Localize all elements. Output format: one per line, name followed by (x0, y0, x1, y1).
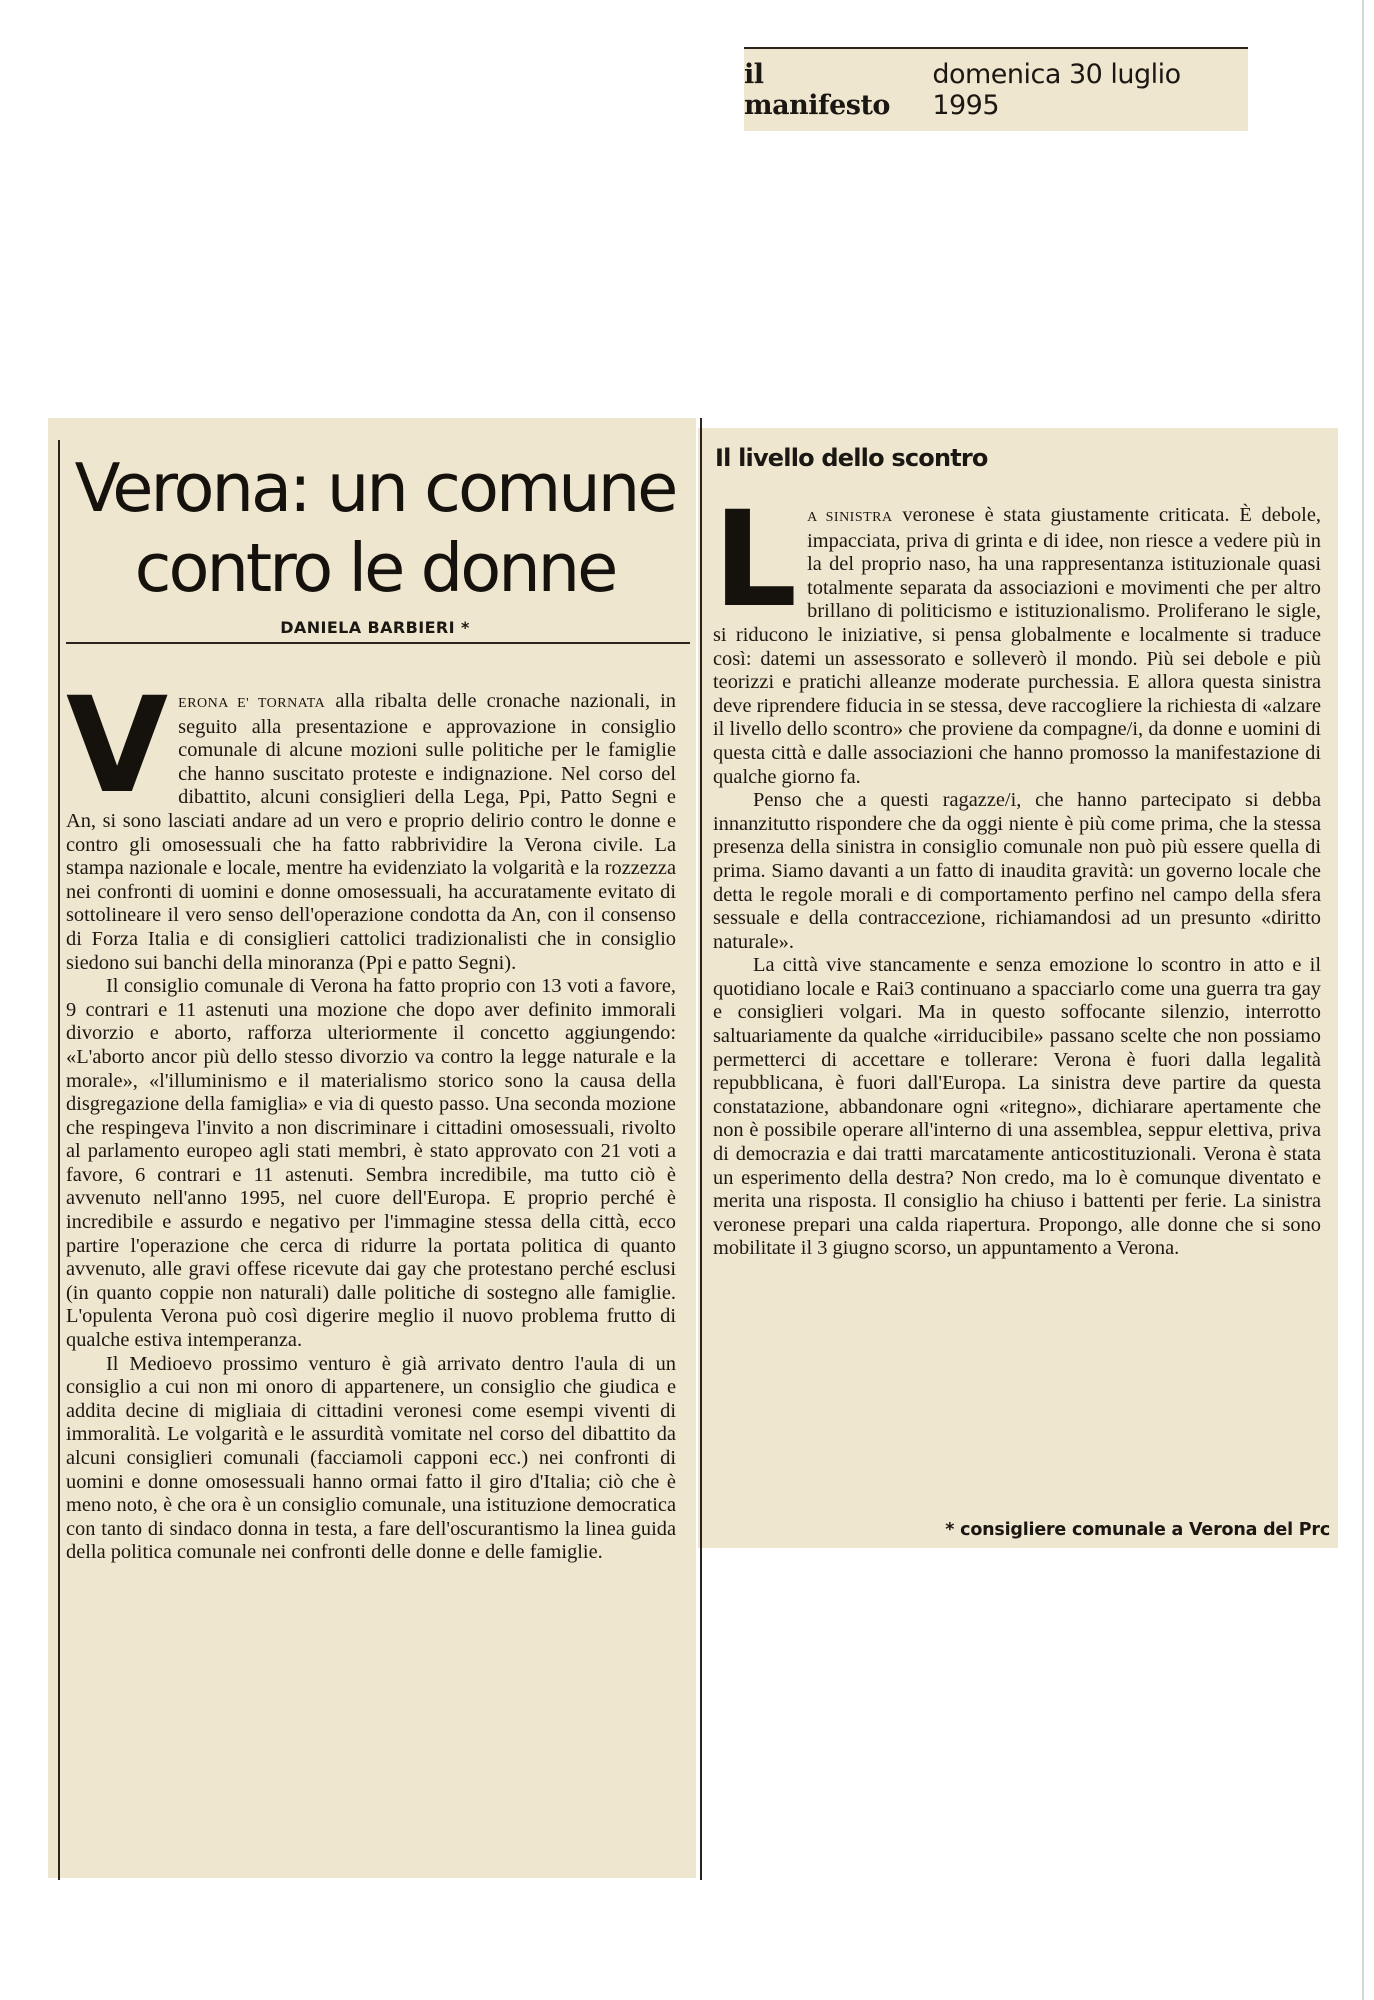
article-headline: Verona: un comune contro le donne (74, 449, 676, 607)
publication-date: domenica 30 luglio 1995 (932, 59, 1181, 121)
byline-rule (66, 642, 690, 644)
article-opening-smallcaps: ERONA E' TORNATA (178, 696, 326, 711)
scan-edge-line (1362, 0, 1364, 2000)
sidebar-paragraph: Penso che a questi ragazze/i, che hanno partecipato si debba innanzitutto rispondere che da oggi niente è più come prima, che la stessa presenza della sinistra in consiglio comunale non può più essere quella di prima. Siamo davanti a un fatto di inaudita gravità: un governo locale che detta le regole morali e di comportamento perfino nel campo della sfera sessuale e della contraccezione, richiamandosi ad un presunto «diritto naturale». (713, 789, 1321, 953)
masthead-clipping (744, 47, 1248, 131)
sidebar-dropcap: L (713, 483, 798, 637)
article-paragraph-text: alla ribalta delle cronache nazionali, in seguito alla presentazione e approvazione in consiglio comunale di alcune mozioni sulle politiche per le famiglie che hanno suscitato proteste e indignazione. Nel corso del dibattito, alcuni consiglieri della Lega, Ppi, Patto Segni e An, si sono lasciati andare ad un vero e proprio delirio contro le donne e contro gli omosessuali che ha fatto rabbrividire la Verona civile. La stampa nazionale e locale, mentre ha evidenziato la volgarità e la rozzezza nei confronti di uomini e donne omosessuali, ha accuratamente evitato di sottolineare il vero senso dell'operazione condotta da An, con il consenso di Forza Italia e di consiglieri cattolici tradizionalisti che in consiglio siedono sui banchi della minoranza (Ppi e patto Segni). (66, 690, 676, 974)
article-dropcap: V (66, 669, 169, 823)
left-column-rule (58, 440, 60, 1880)
sidebar-opening-smallcaps: A SINISTRA (807, 510, 893, 525)
article-body (66, 669, 676, 1565)
column-divider (700, 418, 702, 1880)
sidebar-paragraph-text: veronese è stata giustamente criticata. È debole, impacciata, priva di grinta e di idee, non riesce a vedere più in la del proprio naso, ha una rappresentanza istituzionale quasi totalmente separata da associazioni e movimenti che per altro brillano di politicismo e istituzionalismo. Proliferano le sigle, si riducono le iniziative, si pensa globalmente e localmente si traduce così: datemi un assessorato e solleverò il mondo. Più sei debole e più teorizzi e pratichi alleanze moderate purchessia. E allora questa sinistra deve riprendere fiducia in se stessa, deve raccogliere la richiesta di «alzare il livello dello scontro» che proviene da compagne/i, da donne e uomini di questa città e dalle associazioni che hanno promosso la manifestazione di qualche giorno fa. (713, 504, 1322, 788)
article-byline: DANIELA BARBIERI * (280, 618, 470, 637)
article-paragraph: Il consiglio comunale di Verona ha fatto proprio con 13 voti a favore, 9 contrari e 11 astenuti una mozione che dopo aver definito immorali divorzio e aborto, rafforza ulteriormente il concetto aggiungendo: «L'aborto ancor più dello stesso divorzio va contro la legge naturale e la morale», «l'illuminismo e il materialismo storico sono la causa della disgregazione della famiglia» e via di questo passo. Una seconda mozione che respingeva l'invito a non discriminare i cittadini omosessuali, rivolto al parlamento europeo agli stati membri, è stato approvato con 21 voti a favore, 6 contrari e 11 astenuti. Sembra incredibile, ma tutto ciò è avvenuto nell'anno 1995, nel cuore dell'Europa. E proprio perché è incredibile e assurdo e negativo per l'immagine stessa della città, ecco partire l'operazione che cerca di ridurre la portata politica di quanto avvenuto, alle gravi offese ricevute dai gay che protestano perché esclusi (in quanto coppie non naturali) dalle politiche di sostegno alle famiglie. L'opulenta Verona può così digerire meglio il nuovo problema frutto di qualche estiva intemperanza. (66, 975, 676, 1352)
article-paragraph (66, 669, 676, 975)
article-paragraph: Il Medioevo prossimo venturo è già arrivato dentro l'aula di un consiglio a cui non mi onoro di appartenere, un consiglio che giudica e addita decine di migliaia di cittadini veronesi come esempi viventi di immoralità. Le volgarità e le assurdità vomitate nel corso del dibattito da alcuni consiglieri comunali (facciamoli capponi ecc.) nei confronti di uomini e donne omosessuali hanno ormai fatto il giro d'Italia; ciò che è meno noto, è che ora è un consiglio comunale, una istituzione democratica con tanto di sindaco donna in testa, a fare dell'oscurantismo la linea guida della politica comunale nei confronti delle donne e delle famiglie. (66, 1352, 676, 1564)
publication-name: il manifesto (744, 59, 890, 121)
sidebar-title: Il livello dello scontro (715, 444, 988, 472)
sidebar-paragraph (713, 483, 1322, 789)
sidebar-paragraph: La città vive stancamente e senza emozione lo scontro in atto e il quotidiano locale e Rai3 continuano a spacciarlo come una guerra tra gay e consiglieri volgari. Ma in questo soffocante silenzio, interrotto saltuariamente da qualche «irriducibile» passano scelte che non possiamo permetterci di accettare e tollerare: Verona è fuori dalla legalità repubblicana, è fuori dall'Europa. La sinistra deve partire da questa constatazione, abbandonare ogni «ritegno», dichiarare apertamente che non è possibile operare all'interno di una assemblea, seppur elettiva, priva di democrazia e dai tratti marcatamente anticostituzionali. Verona è stata un esperimento della destra? Non credo, ma lo è comunque diventato e merita una risposta. Il consiglio ha chiuso i battenti per ferie. La sinistra veronese prepari una calda riapertura. Propongo, alle donne che si sono mobilitate il 3 giugno scorso, un appuntamento a Verona. (713, 954, 1321, 1260)
sidebar-body (713, 483, 1322, 1261)
author-signature: * consigliere comunale a Verona del Prc (945, 1520, 1330, 1540)
